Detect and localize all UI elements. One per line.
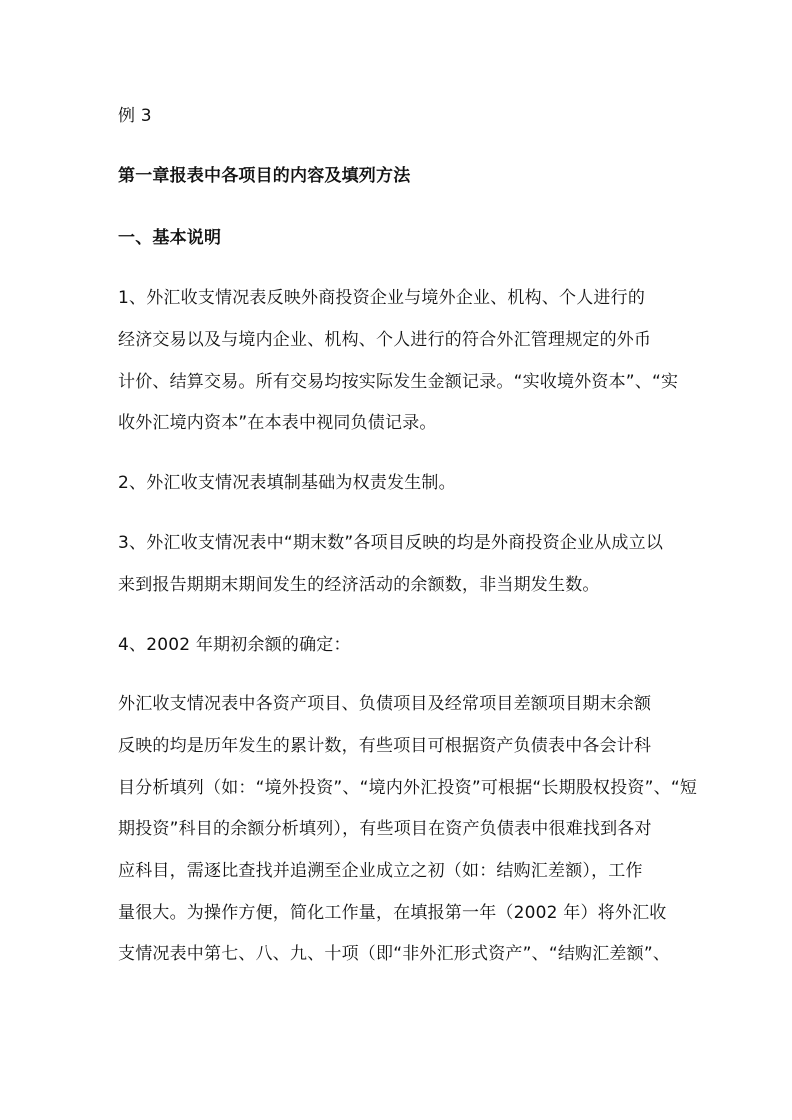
paragraph-5-line-6: 量很大。为操作方便，简化工作量，在填报第一年（2002 年）将外汇收	[118, 903, 667, 923]
section-title: 一、基本说明	[118, 228, 222, 248]
paragraph-2-line-1: 2、外汇收支情况表填制基础为权责发生制。	[118, 473, 456, 493]
paragraph-3-line-2: 来到报告期期末期间发生的经济活动的余额数，非当期发生数。	[118, 575, 600, 595]
paragraph-5-line-2: 反映的均是历年发生的累计数，有些项目可根据资产负债表中各会计科	[118, 736, 652, 756]
paragraph-5-line-5: 应科目，需逐比查找并追溯至企业成立之初（如：结购汇差额），工作	[118, 861, 643, 881]
paragraph-5-line-1: 外汇收支情况表中各资产项目、负债项目及经常项目差额项目期末余额	[118, 694, 652, 714]
paragraph-1-line-1: 1、外汇收支情况表反映外商投资企业与境外企业、机构、个人进行的	[118, 288, 646, 308]
paragraph-1-line-4: 收外汇境内资本”在本表中视同负债记录。	[118, 413, 437, 433]
paragraph-1-line-2: 经济交易以及与境内企业、机构、个人进行的符合外汇管理规定的外币	[118, 330, 652, 350]
paragraph-5-line-4: 期投资”科目的余额分析填列），有些项目在资产负债表中很难找到各对	[118, 819, 652, 839]
paragraph-5-line-3: 目分析填列（如：“境外投资”、“境内外汇投资”可根据“长期股权投资”、“短	[118, 778, 698, 798]
paragraph-5-line-7: 支情况表中第七、八、九、十项（即“非外汇形式资产”、“结购汇差额”、	[118, 944, 671, 964]
paragraph-1-line-3: 计价、结算交易。所有交易均按实际发生金额记录。“实收境外资本”、“实	[118, 372, 679, 392]
paragraph-3-line-1: 3、外汇收支情况表中“期末数”各项目反映的均是外商投资企业从成立以	[118, 533, 664, 553]
paragraph-4-line-1: 4、2002 年期初余额的确定：	[118, 635, 351, 655]
chapter-title: 第一章报表中各项目的内容及填列方法	[118, 166, 411, 186]
example-label: 例 3	[118, 106, 152, 126]
